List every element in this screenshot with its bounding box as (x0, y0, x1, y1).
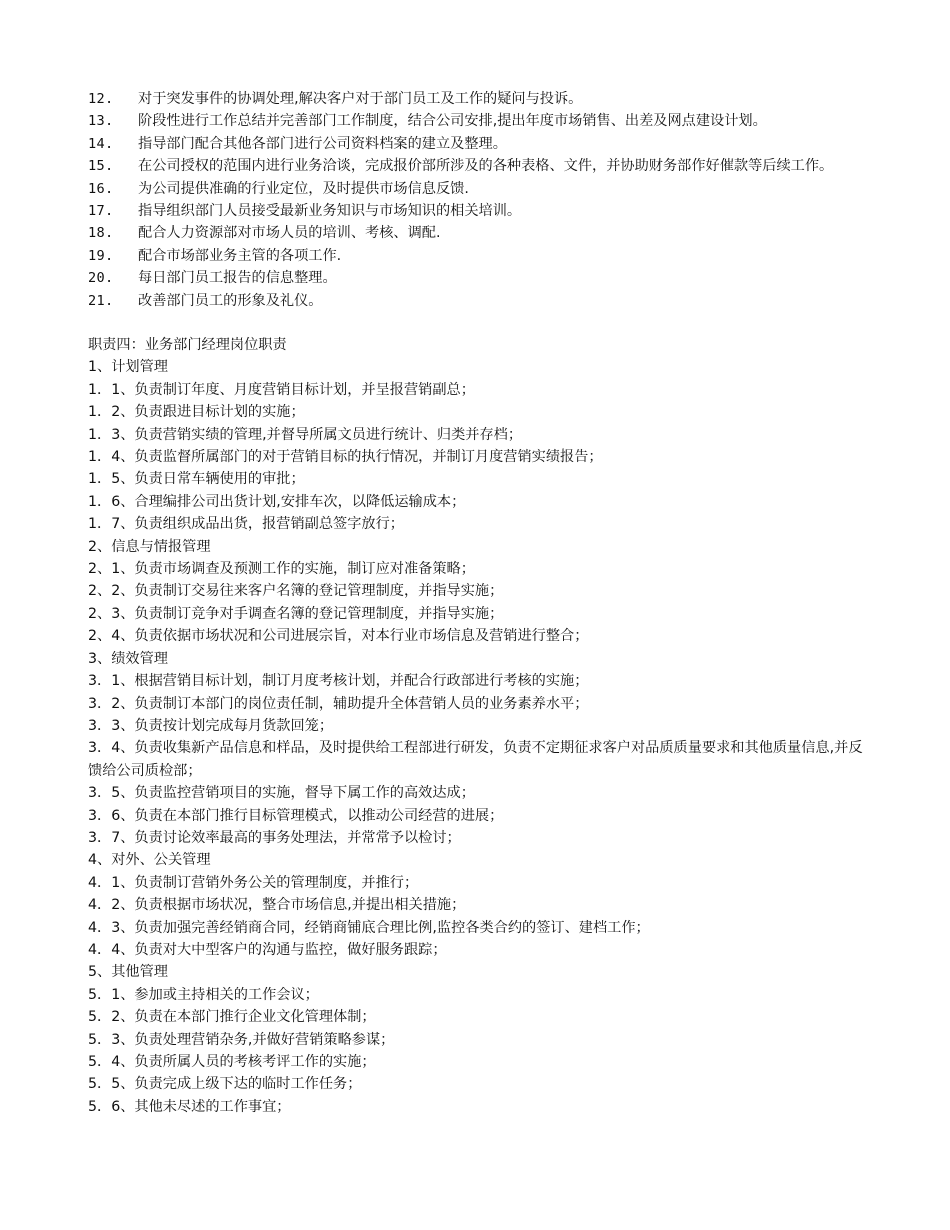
text-line: 2、4、负责依据市场状况和公司进展宗旨，对本行业市场信息及营销进行整合； (88, 628, 589, 645)
text-line: 4．1、负责制订营销外务公关的管理制度，并推行； (88, 874, 419, 891)
list-item (88, 88, 868, 110)
list-item-number: 19. (88, 247, 114, 264)
list-item (88, 290, 868, 312)
text-line: 5．1、参加或主持相关的工作会议； (88, 986, 319, 1003)
text-line: 1．5、负责日常车辆使用的审批； (88, 471, 305, 488)
text-line: 4．3、负责加强完善经销商合同，经销商铺底合理比例,监控各类合约的签订、建档工作； (88, 919, 650, 936)
list-item-text: 配合人力资源部对市场人员的培训、考核、调配. (138, 225, 441, 242)
text-line: 5．4、负责所属人员的考核考评工作的实施； (88, 1054, 376, 1070)
text-line: 5．3、负责处理营销杂务,并做好营销策略参谋； (88, 1031, 395, 1048)
text-line: 1．7、负责组织成品出货，报营销副总签字放行； (88, 516, 404, 533)
text-line: 3．1、根据营销目标计划，制订月度考核计划，并配合行政部进行考核的实施； (88, 673, 589, 690)
text-line: 1．3、负责营销实绩的管理,并督导所属文员进行统计、归类并存档； (88, 426, 523, 443)
list-item-number: 15. (88, 158, 114, 175)
text-line: 5．2、负责在本部门推行企业文化管理体制； (88, 1009, 376, 1026)
text-line: 1．4、负责监督所属部门的对于营销目标的执行情况，并制订月度营销实绩报告； (88, 449, 603, 466)
text-line: 1．1、负责制订年度、月度营销目标计划，并呈报营销副总； (88, 381, 475, 398)
list-item (88, 267, 868, 289)
text-line: 2、2、负责制订交易往来客户名簿的登记管理制度，并指导实施； (88, 583, 504, 600)
list-item-text: 对于突发事件的协调处理,解决客户对于部门员工及工作的疑问与投诉。 (138, 91, 583, 107)
text-line: 3、绩效管理 (88, 650, 168, 667)
text-line: 2、3、负责制订竞争对手调查名簿的登记管理制度，并指导实施； (88, 605, 504, 622)
list-item-text: 阶段性进行工作总结并完善部门工作制度，结合公司安排,提出年度市场销售、出差及网点建设计划。 (138, 113, 767, 130)
text-line: 1．6、合理编排公司出货计划,安排车次，以降低运输成本； (88, 493, 466, 510)
list-item (88, 110, 868, 132)
list-item-text: 指导组织部门人员接受最新业务知识与市场知识的相关培训。 (138, 203, 522, 220)
text-line: 4．2、负责根据市场状况，整合市场信息,并提出相关措施； (88, 897, 466, 914)
text-line: 1、计划管理 (88, 359, 168, 376)
list-item-number: 21. (88, 292, 114, 309)
list-item-number: 16. (88, 180, 114, 197)
list-item-number: 14. (88, 135, 114, 152)
text-line: 4．4、负责对大中型客户的沟通与监控，做好服务跟踪； (88, 941, 447, 958)
text-line: 2、信息与情报管理 (88, 538, 211, 555)
text-line: 3．7、负责讨论效率最高的事务处理法，并常常予以检讨； (88, 829, 461, 846)
text-line: 5．6、其他未尽述的工作事宜； (88, 1098, 291, 1115)
text-line: 3．3、负责按计划完成每月货款回笼； (88, 717, 334, 734)
list-item-number: 17. (88, 203, 114, 220)
list-item-text: 改善部门员工的形象及礼仪。 (138, 292, 323, 309)
list-item-text: 为公司提供准确的行业定位，及时提供市场信息反馈. (138, 180, 469, 197)
list-item (88, 155, 868, 177)
list-item-number: 20. (88, 270, 114, 287)
text-line: 职责四：业务部门经理岗位职责 (88, 337, 287, 353)
text-line: 3．2、负责制订本部门的岗位责任制，辅助提升全体营销人员的业务素养水平； (88, 695, 589, 712)
list-item-text: 在公司授权的范围内进行业务洽谈，完成报价部所涉及的各种表格、文件，并协助财务部作好催款等后续工作。 (138, 158, 834, 175)
text-line: 4、对外、公关管理 (88, 852, 211, 869)
text-line: 3．6、负责在本部门推行目标管理模式，以推动公司经营的进展； (88, 807, 504, 824)
text-line: 3．4、负责收集新产品信息和样品，及时提供给工程部进行研发，负责不定期征求客户对品质质量要求和其他质量信息,并反馈给公司质检部； (88, 740, 863, 779)
text-line: 5．5、负责完成上级下达的临时工作任务； (88, 1076, 362, 1093)
list-item-number: 13. (88, 113, 114, 130)
list-item (88, 133, 868, 155)
list-item (88, 178, 868, 200)
text-line: 1．2、负责跟进目标计划的实施； (88, 404, 305, 421)
list-item (88, 245, 868, 267)
list-item-number: 18. (88, 225, 114, 242)
duties-section (88, 334, 868, 1118)
list-item-text: 指导部门配合其他各部门进行公司资料档案的建立及整理。 (138, 135, 507, 152)
list-item-number: 12. (88, 91, 114, 107)
text-line: 2、1、负责市场调查及预测工作的实施，制订应对准备策略； (88, 561, 475, 578)
text-line: 5、其他管理 (88, 964, 168, 981)
list-item-text: 每日部门员工报告的信息整理。 (138, 270, 337, 287)
list-item-text: 配合市场部业务主管的各项工作. (138, 247, 342, 264)
list-item (88, 222, 868, 244)
numbered-list (88, 88, 868, 312)
list-item (88, 200, 868, 222)
text-line: 3．5、负责监控营销项目的实施，督导下属工作的高效达成； (88, 785, 475, 802)
